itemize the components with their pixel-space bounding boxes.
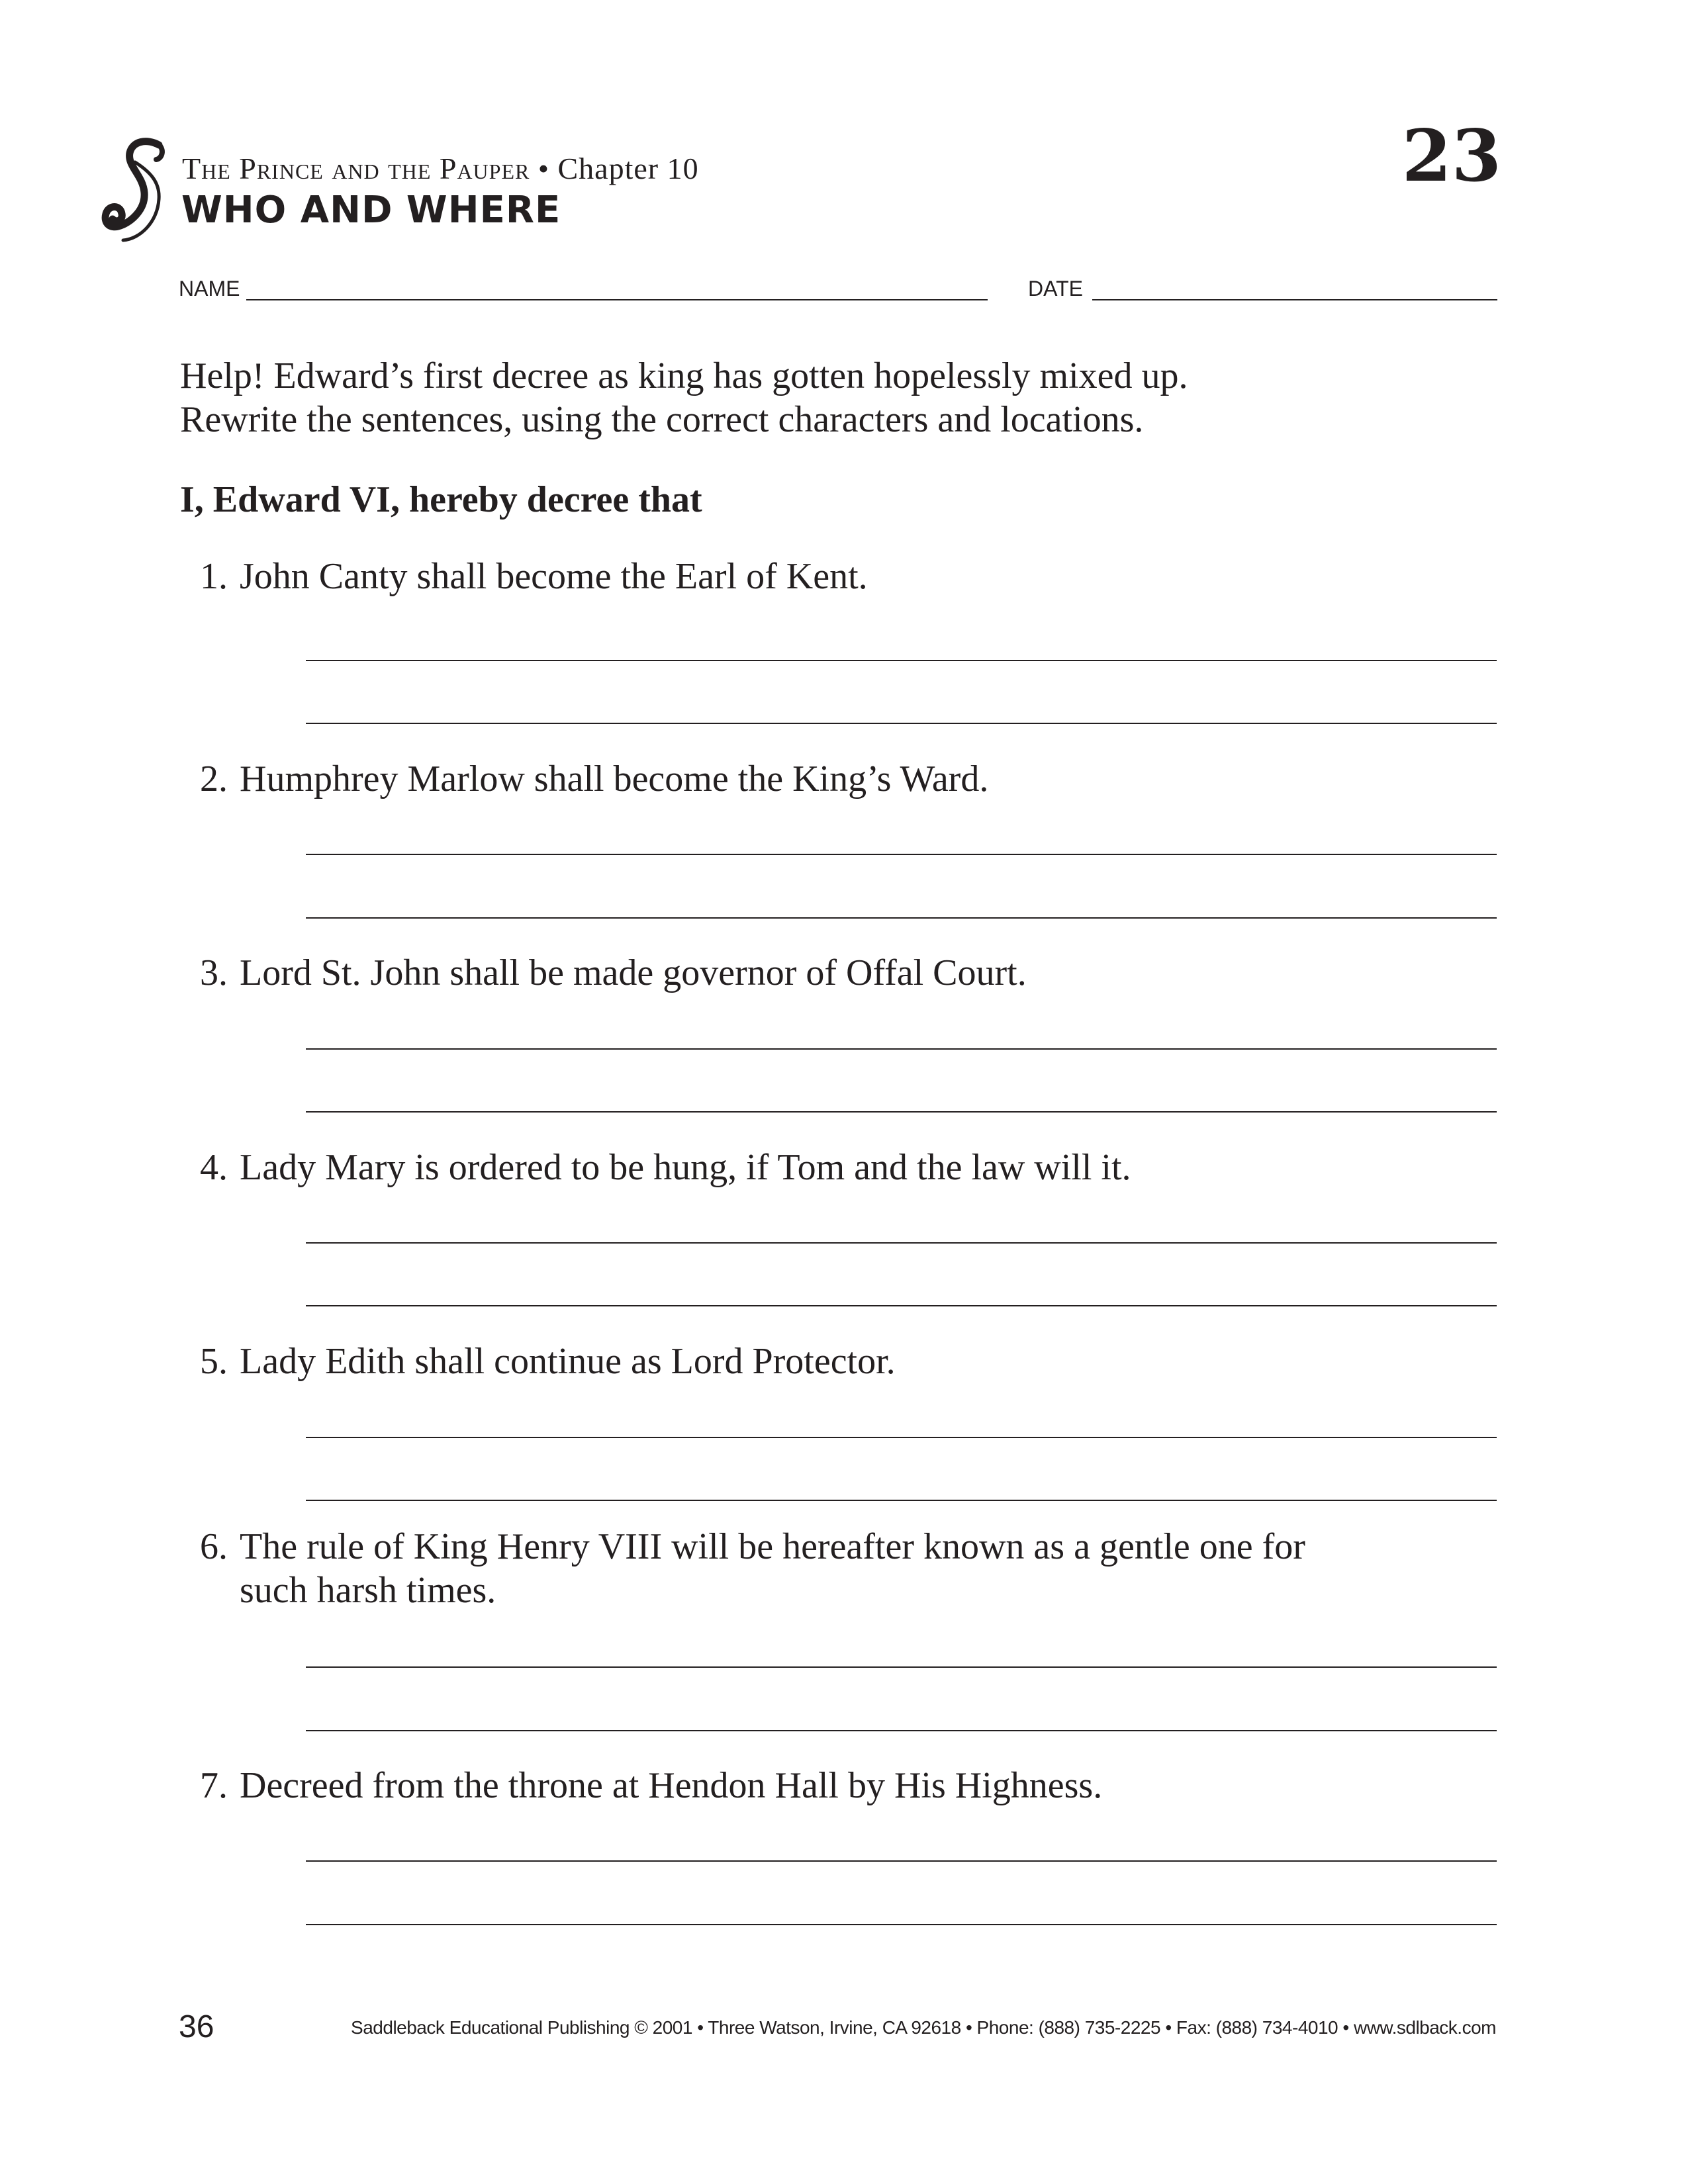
answer-line[interactable]	[306, 1500, 1497, 1501]
instructions-line-2: Rewrite the sentences, using the correct characters and locations.	[180, 399, 1144, 440]
answer-line[interactable]	[306, 1730, 1497, 1731]
item-text: Humphrey Marlow shall become the King’s Ward.	[240, 758, 989, 799]
title-separator: •	[538, 152, 549, 185]
item-number: 1.	[200, 556, 228, 597]
item-number: 6.	[200, 1526, 228, 1567]
chapter-label: Chapter 10	[557, 152, 699, 185]
answer-line[interactable]	[306, 723, 1497, 724]
date-label: DATE	[1028, 277, 1083, 300]
item-text: John Canty shall become the Earl of Kent.	[240, 556, 868, 597]
item-text: Decreed from the throne at Hendon Hall by His Highness.	[240, 1765, 1103, 1806]
worksheet-number: 23	[1401, 114, 1501, 198]
list-item	[200, 555, 1431, 598]
worksheet-title: WHO AND WHERE	[181, 189, 561, 232]
list-item	[200, 951, 1431, 995]
list-item	[200, 1764, 1431, 1807]
answer-line[interactable]	[306, 1437, 1497, 1438]
instructions	[180, 354, 1471, 441]
list-item	[200, 757, 1431, 801]
list-item	[200, 1146, 1431, 1189]
date-field[interactable]	[1092, 299, 1497, 300]
answer-line[interactable]	[306, 1048, 1497, 1050]
page-number: 36	[179, 2009, 214, 2044]
item-number: 4.	[200, 1147, 228, 1188]
item-number: 7.	[200, 1765, 228, 1806]
answer-line[interactable]	[306, 1111, 1497, 1113]
publisher-footer: Saddleback Educational Publishing © 2001 • Three Watson, Irvine, CA 92618 • Phone: (888) 735-2225 • Fax: (888) 734-4010 • www.sdlback.com	[351, 2017, 1496, 2038]
list-item	[200, 1340, 1431, 1383]
answer-line[interactable]	[306, 1242, 1497, 1244]
name-field[interactable]	[246, 299, 988, 300]
answer-line[interactable]	[306, 1924, 1497, 1925]
book-title: The Prince and the Pauper	[182, 152, 530, 185]
publisher-logo	[101, 136, 173, 245]
item-text: Lady Mary is ordered to be hung, if Tom and the law will it.	[240, 1147, 1131, 1188]
answer-line[interactable]	[306, 1305, 1497, 1306]
item-text: The rule of King Henry VIII will be hereafter known as a gentle one for such harsh times.	[240, 1526, 1305, 1611]
name-label: NAME	[179, 277, 240, 300]
answer-line[interactable]	[306, 1860, 1497, 1862]
answer-line[interactable]	[306, 854, 1497, 855]
answer-line[interactable]	[306, 917, 1497, 919]
item-number: 5.	[200, 1341, 228, 1382]
item-text: Lord St. John shall be made governor of Offal Court.	[240, 952, 1027, 993]
instructions-line-1: Help! Edward’s first decree as king has gotten hopelessly mixed up.	[180, 355, 1188, 396]
decree-heading: I, Edward VI, hereby decree that	[180, 479, 702, 520]
book-title-line	[182, 151, 699, 186]
answer-line[interactable]	[306, 660, 1497, 661]
answer-line[interactable]	[306, 1666, 1497, 1668]
item-number: 2.	[200, 758, 228, 799]
item-text: Lady Edith shall continue as Lord Protector.	[240, 1341, 896, 1382]
item-number: 3.	[200, 952, 228, 993]
list-item	[200, 1525, 1378, 1612]
